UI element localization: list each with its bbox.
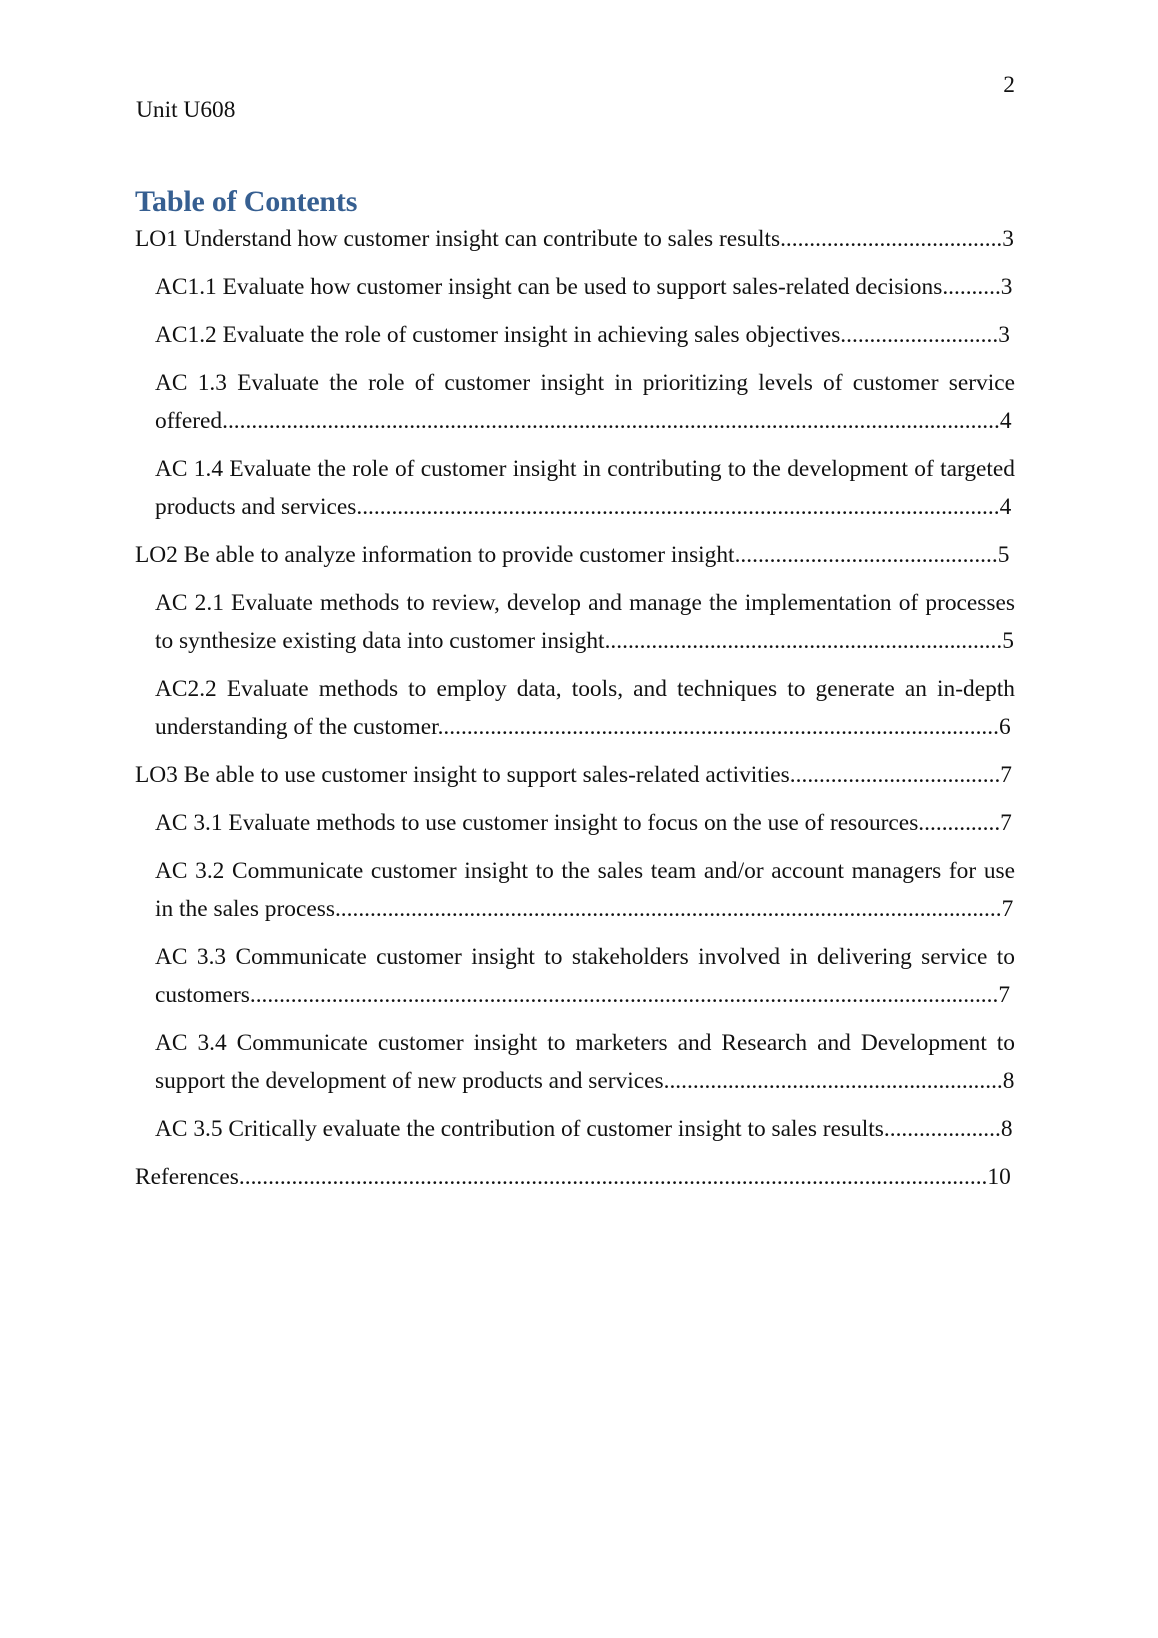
dot-leader: .................................................................... — [604, 628, 1003, 654]
toc-entry-page: 7 — [1000, 762, 1012, 788]
dot-leader: ............................................. — [734, 542, 998, 568]
dot-leader: .......... — [942, 274, 1001, 300]
toc-entry-title: AC 3.1 Evaluate methods to use customer insight to focus on the use of resources — [155, 810, 919, 836]
toc-entry — [135, 536, 1015, 574]
dot-leader: .............................................................................................................. — [356, 494, 1000, 520]
toc-entry-page: 10 — [987, 1164, 1011, 1190]
toc-entry-title: AC 3.4 Communicate customer insight to marketers and Research and Development to support the development of new products and services — [155, 1030, 1015, 1094]
toc-entry-title: LO2 Be able to analyze information to provide customer insight — [135, 542, 735, 568]
toc-heading: Table of Contents — [135, 185, 358, 218]
dot-leader: .................................... — [789, 762, 1001, 788]
toc-entry — [135, 670, 1015, 746]
dot-leader: ................................................................................................................................ — [249, 982, 999, 1008]
toc-entry-page: 5 — [1002, 628, 1014, 654]
toc-entry — [135, 804, 1015, 842]
toc-entry — [135, 756, 1015, 794]
dot-leader: ................................................................................................ — [437, 714, 999, 740]
toc-entry — [135, 364, 1015, 440]
toc-entry-page: 3 — [1000, 274, 1013, 300]
toc-entry-title: AC 1.3 Evaluate the role of customer insight in prioritizing levels of customer service offered — [155, 370, 1015, 434]
toc-entry-page: 3 — [998, 322, 1010, 348]
dot-leader: .................... — [883, 1116, 1001, 1142]
toc-entry-title: AC 2.1 Evaluate methods to review, develop and manage the implementation of processes to synthesize existing data into customer insight — [155, 590, 1015, 654]
toc-entry-page: 4 — [999, 408, 1012, 434]
dot-leader: ........................... — [840, 322, 999, 348]
toc-entry-title: LO3 Be able to use customer insight to support sales-related activities — [135, 762, 790, 788]
toc-entry-page: 8 — [1000, 1116, 1013, 1142]
toc-entry — [135, 938, 1015, 1014]
toc-entry-title: AC 3.5 Critically evaluate the contribution of customer insight to sales results — [155, 1116, 884, 1142]
unit-label: Unit U608 — [136, 97, 236, 123]
toc-entry-page: 7 — [998, 982, 1011, 1008]
dot-leader: ..................................................................................................................................... — [222, 408, 1000, 434]
toc-entry — [135, 584, 1015, 660]
dot-leader: ................................................................................................................................ — [238, 1164, 988, 1190]
toc-entry-page: 3 — [1002, 226, 1014, 252]
page-number: 2 — [1003, 72, 1015, 98]
toc-entry-page: 7 — [1001, 896, 1014, 922]
toc-entry-title: AC1.1 Evaluate how customer insight can be used to support sales-related decisions — [155, 274, 943, 300]
toc-entry-title: AC 3.2 Communicate customer insight to the sales team and/or account managers for use in the sales process — [155, 858, 1015, 922]
toc-entry — [135, 1158, 1015, 1196]
toc-entry-page: 8 — [1002, 1068, 1015, 1094]
toc-entry-title: AC 3.3 Communicate customer insight to stakeholders involved in delivering service to customers — [155, 944, 1015, 1008]
table-of-contents — [135, 184, 1015, 1206]
dot-leader: ...................................... — [780, 226, 1003, 252]
toc-entry — [135, 852, 1015, 928]
toc-entry — [135, 1024, 1015, 1100]
toc-entry-title: AC1.2 Evaluate the role of customer insight in achieving sales objectives — [155, 322, 841, 348]
toc-entry — [135, 316, 1015, 354]
dot-leader: .................................................................................................................. — [334, 896, 1002, 922]
toc-entry-page: 6 — [998, 714, 1011, 740]
toc-list — [135, 220, 1015, 1196]
toc-entry — [135, 268, 1015, 306]
toc-entry — [135, 450, 1015, 526]
toc-entry-page: 4 — [999, 494, 1012, 520]
toc-entry-page: 7 — [1000, 810, 1012, 836]
toc-entry-title: AC 1.4 Evaluate the role of customer insight in contributing to the development of targeted products and services — [155, 456, 1015, 520]
toc-entry — [135, 220, 1015, 258]
dot-leader: .......................................................... — [663, 1068, 1003, 1094]
toc-entry-title: LO1 Understand how customer insight can contribute to sales results — [135, 226, 781, 252]
toc-entry-page: 5 — [997, 542, 1010, 568]
dot-leader: .............. — [918, 810, 1001, 836]
toc-entry-title: References — [135, 1164, 239, 1190]
toc-entry-title: AC2.2 Evaluate methods to employ data, tools, and techniques to generate an in-depth understanding of the customer — [155, 676, 1015, 740]
toc-entry — [135, 1110, 1015, 1148]
